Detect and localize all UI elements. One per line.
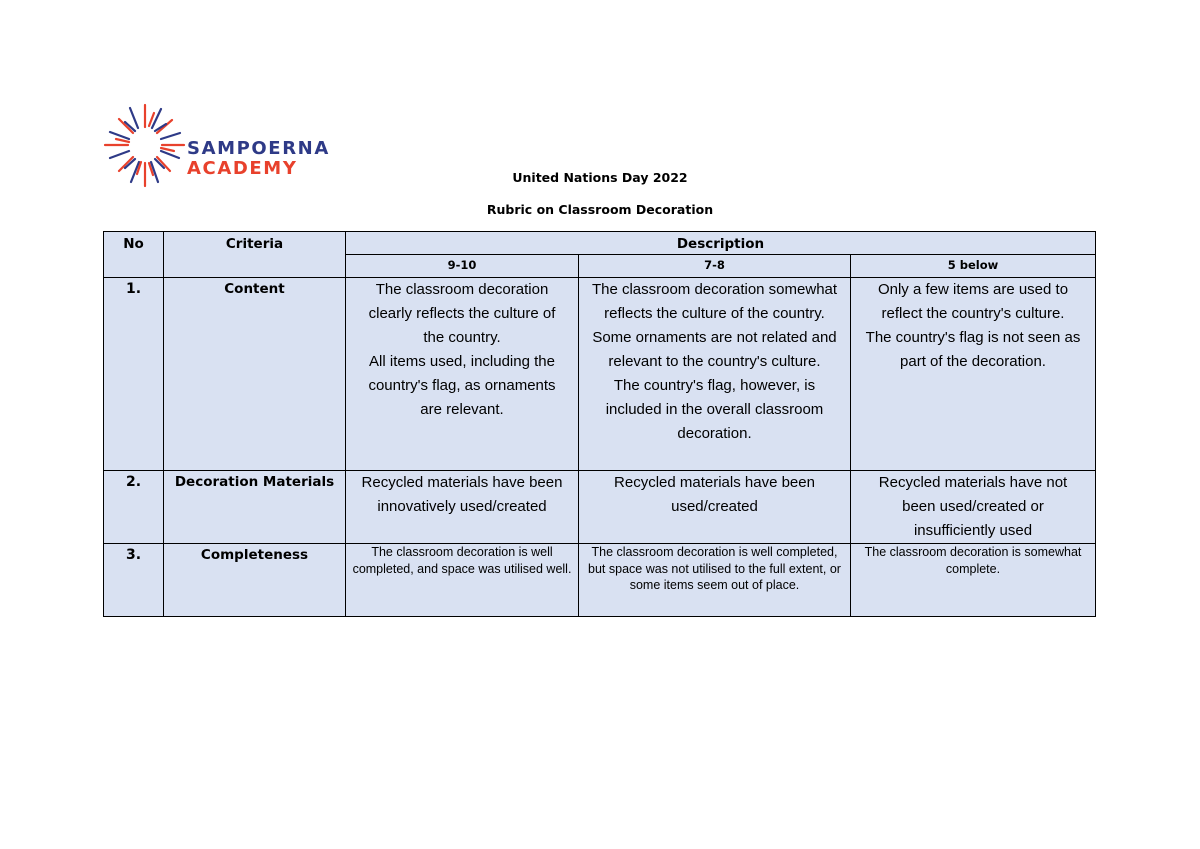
description-7-8 bbox=[579, 278, 851, 471]
description-9-10 bbox=[346, 278, 579, 471]
description-9-10: The classroom decoration is well completed, and space was utilised well. bbox=[346, 544, 579, 617]
text-line: included in the overall classroom bbox=[605, 401, 824, 418]
description-7-8 bbox=[579, 471, 851, 544]
text-line: The country's flag is not seen as bbox=[865, 329, 1081, 346]
description-5-below: The classroom decoration is somewhat complete. bbox=[851, 544, 1096, 617]
text-line: relevant to the country's culture. bbox=[608, 353, 821, 370]
text-line: All items used, including the bbox=[369, 353, 555, 370]
description-5-below bbox=[851, 471, 1096, 544]
header-criteria: Criteria bbox=[164, 232, 346, 278]
document-title: United Nations Day 2022 bbox=[512, 170, 688, 185]
text-line: used/created bbox=[671, 498, 758, 515]
text-line: The classroom decoration bbox=[375, 281, 549, 298]
text-line: Recycled materials have not bbox=[878, 474, 1068, 491]
description-7-8: The classroom decoration is well completed, but space was not utilised to the full extent, or some items seem out of place. bbox=[579, 544, 851, 617]
description-5-below bbox=[851, 278, 1096, 471]
text-line: part of the decoration. bbox=[900, 353, 1046, 370]
rubric-table bbox=[103, 231, 1096, 617]
text-line: the country. bbox=[423, 329, 501, 346]
text-line: innovatively used/created bbox=[377, 498, 547, 515]
text-line: The country's flag, however, is bbox=[613, 377, 816, 394]
text-line: clearly reflects the culture of bbox=[368, 305, 556, 322]
band-7-8: 7-8 bbox=[579, 255, 851, 278]
criteria-decoration-materials: Decoration Materials bbox=[164, 471, 346, 544]
logo-line-1: SAMPOERNA bbox=[187, 138, 330, 159]
header-description: Description bbox=[346, 232, 1096, 255]
table-row bbox=[104, 544, 1096, 617]
text-line: Some ornaments are not related and bbox=[592, 329, 837, 346]
table-row bbox=[104, 278, 1096, 471]
band-9-10: 9-10 bbox=[346, 255, 579, 278]
criteria-content: Content bbox=[164, 278, 346, 471]
header-no: No bbox=[104, 232, 164, 278]
text-line: decoration. bbox=[677, 425, 752, 442]
text-line: Recycled materials have been bbox=[614, 474, 815, 491]
table-row bbox=[104, 471, 1096, 544]
logo-line-2: ACADEMY bbox=[187, 158, 298, 179]
text-line: reflects the culture of the country. bbox=[604, 305, 825, 322]
row-number: 3. bbox=[104, 544, 164, 617]
row-number: 1. bbox=[104, 278, 164, 471]
text-line: been used/created or bbox=[902, 498, 1044, 515]
text-line: reflect the country's culture. bbox=[881, 305, 1065, 322]
text-line: country's flag, as ornaments bbox=[368, 377, 556, 394]
criteria-completeness: Completeness bbox=[164, 544, 346, 617]
document-subtitle: Rubric on Classroom Decoration bbox=[486, 202, 714, 217]
text-line: insufficiently used bbox=[913, 522, 1033, 539]
text-line: Recycled materials have been bbox=[361, 474, 563, 491]
header-row bbox=[104, 232, 1096, 255]
row-number: 2. bbox=[104, 471, 164, 544]
band-5-below: 5 below bbox=[851, 255, 1096, 278]
text-line: are relevant. bbox=[420, 401, 504, 418]
text-line: The classroom decoration somewhat bbox=[591, 281, 838, 298]
description-9-10 bbox=[346, 471, 579, 544]
text-line: Only a few items are used to bbox=[877, 281, 1069, 298]
